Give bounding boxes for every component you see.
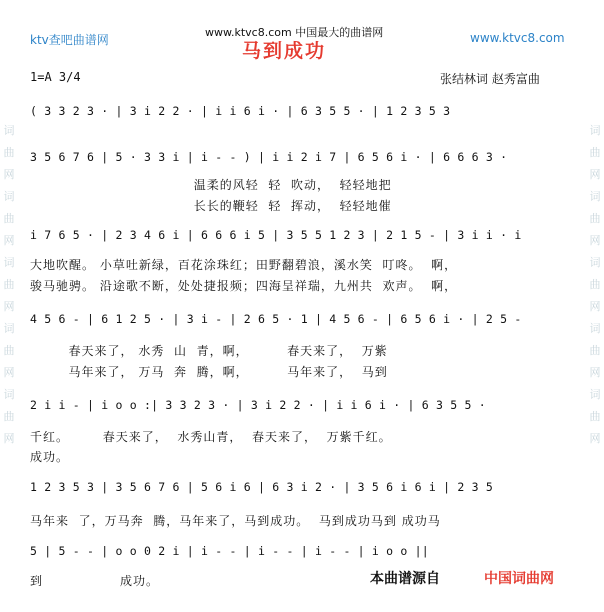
lyric-line: 春天来了， 水秀 山 青，啊， 春天来了， 万紫 <box>30 344 388 358</box>
notation-line: 2 i i - | i o o :| 3 3 2 3 · | 3 i 2 2 · | i i 6 i · | 6 3 5 5 · <box>30 398 486 412</box>
lyric-line: 骏马驰骋。 沿途歌不断，处处捷报频；四海呈祥瑞，九州共 欢声。 啊， <box>30 279 458 293</box>
lyric-line: 长长的鞭轻 轻 挥动， 轻轻地催 <box>30 199 392 213</box>
notation-line: ( 3 3 2 3 · | 3 i 2 2 · | i i 6 i · | 6 3 5 5 · | 1 2 3 5 3 <box>30 104 451 118</box>
notation-line: 4 5 6 - | 6 1 2 5 · | 3 i - | 2 6 5 · 1 | 4 5 6 - | 6 5 6 i · | 2 5 - <box>30 312 522 326</box>
watermark-left: 词曲网词曲网词曲网词曲网词曲网 <box>3 124 15 445</box>
footer-source-label: 本曲谱源自 <box>370 571 440 587</box>
lyric-line: 温柔的风轻 轻 吹动， 轻轻地把 <box>30 178 392 192</box>
watermark-site-right: www.ktvc8.com <box>470 31 565 45</box>
song-title: 马到成功 <box>242 40 327 62</box>
notation-line: i 7 6 5 · | 2 3 4 6 i | 6 6 6 i 5 | 3 5 5 1 2 3 | 2 1 5 - | 3 i i · i <box>30 228 522 242</box>
key-signature: 1=A 3/4 <box>30 70 81 84</box>
lyric-line: 大地吹醒。 小草吐新绿，百花涂珠红；田野翻碧浪，溪水笑 叮咚。 啊， <box>30 258 458 272</box>
lyric-line: 到 成功。 <box>30 574 160 588</box>
lyric-line: 马年来了， 万马 奔 腾，啊， 马年来了， 马到 <box>30 365 388 379</box>
notation-line: 3 5 6 7 6 | 5 · 3 3 i | i - - ) | i i 2 i 7 | 6 5 6 i · | 6 6 6 3 · <box>30 150 508 164</box>
watermark-right: 词曲网词曲网词曲网词曲网词曲网 <box>589 124 601 445</box>
watermark-center: www.ktvc8.com 中国最大的曲谱网 <box>205 26 384 39</box>
footer-source-name: 中国词曲网 <box>484 571 554 587</box>
lyric-line: 马年来 了，万马奔 腾，马年来了，马到成功。 马到成功马到 成功马 <box>30 514 441 528</box>
credits: 张结林词 赵秀富曲 <box>440 72 540 86</box>
notation-line: 5 | 5 - - | o o 0 2 i | i - - | i - - | i - - | i o o || <box>30 544 429 558</box>
lyric-line: 成功。 <box>30 450 70 464</box>
lyric-line: 千红。 春天来了， 水秀山青， 春天来了， 万紫千红。 <box>30 430 392 444</box>
notation-line: 1 2 3 5 3 | 3 5 6 7 6 | 5 6 i 6 | 6 3 i 2 · | 3 5 6 i 6 i | 2 3 5 <box>30 480 494 494</box>
watermark-site-left: ktv查吧曲谱网 <box>30 33 109 47</box>
